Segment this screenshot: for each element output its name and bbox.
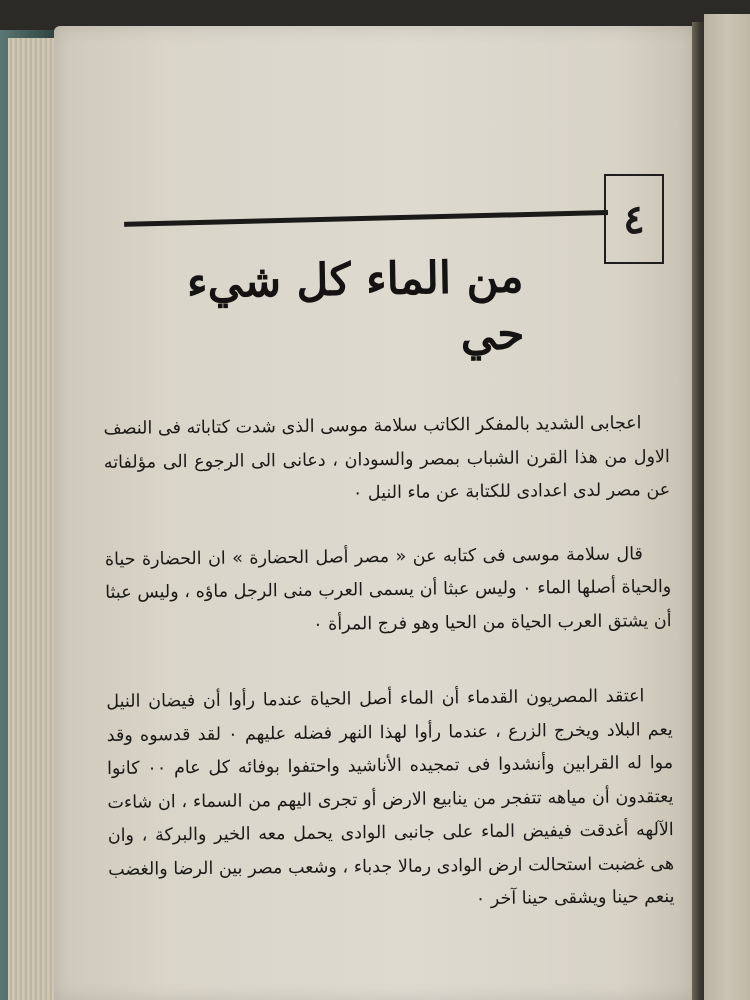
chapter-number-box [604,174,664,264]
page-edges-left [8,38,60,1000]
paragraph-2: قال سلامة موسى فى كتابه عن « مصر أصل الحضارة » ان الحضارة حياة والحياة أصلها الماء ٠ وليس عبثا أن يسمى العرب منى الرجل ماؤه ، وليس عبثا أن يشتق العرب الحياة من الحيا وهو فرج المرأة ٠ [104,543,672,635]
paragraph-3: اعتقد المصريون القدماء أن الماء أصل الحياة عندما رأوا أن فيضان النيل يعم البلاد ويخرج الزرع ، عندما رأوا لهذا النهر فضله عليهم ٠ لقد قدسوه وقد موا له القرابين وأنشدوا فى تمجيده الأناشيد واحتفوا بوفائه كل عام ٠٠ كانوا يعتقدون أن مياهه تتفجر من ينابيع الارض أو تجرى اليهم من السماء ، ان شاءت الآلهه أغدقت فيفيض الماء على جانبى الوادى يحمل معه الخير والبركة ، وان هى غضبت استحالت ارض الوادى رمالا جدباء ، وشعب مصر بين الرضا والغضب ينعم حينا ويشقى حينا آخر ٠ [106,686,675,910]
paragraph-1: اعجابى الشديد بالمفكر الكاتب سلامة موسى الذى شدت كتاباته فى النصف الاول من هذا القرن الشباب بمصر والسودان ، دعانى الى الرجوع الى مؤلفاته عن مصر لدى اعدادى للكتابة عن ماء النيل ٠ [103,413,671,504]
facing-page-edge [704,14,750,1000]
chapter-title: من الماء كل شيء حي [186,251,525,361]
chapter-number: ٤ [623,195,645,243]
body-text [103,407,674,920]
